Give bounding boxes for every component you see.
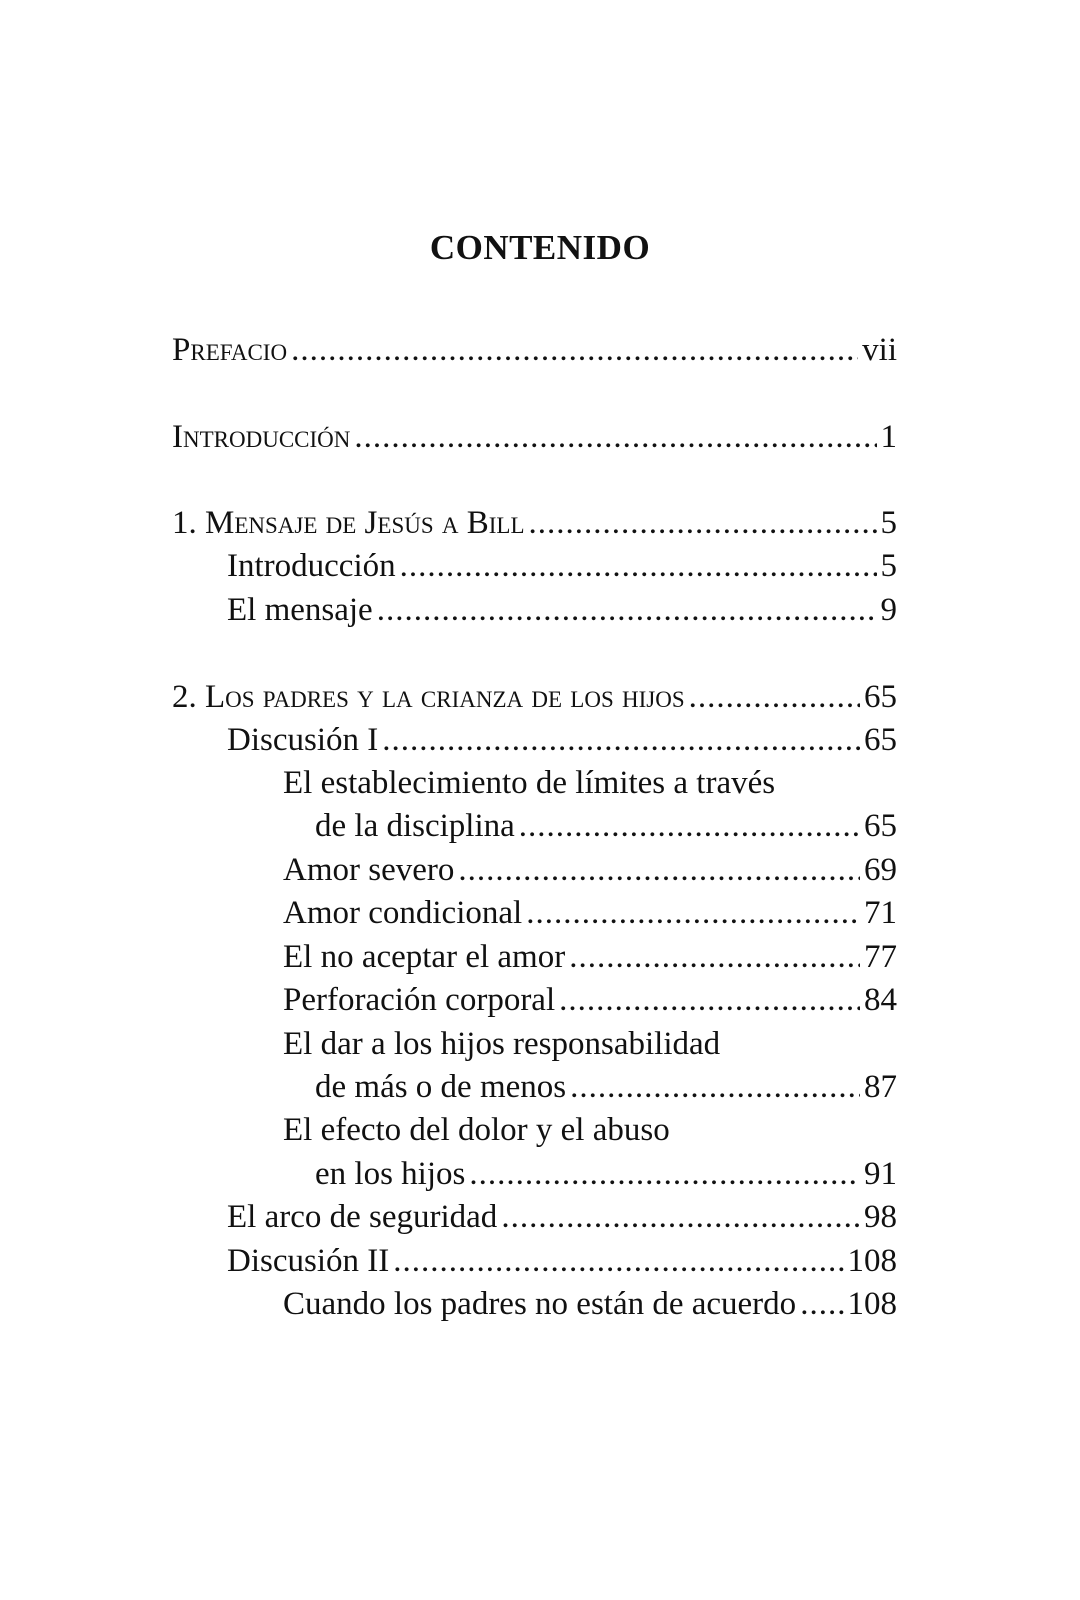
toc-entry-page: 65 — [864, 679, 897, 715]
toc-entry-efecto-line1[interactable]: El efecto del dolor y el abuso — [283, 1112, 670, 1148]
toc-entry-label: Amor severo — [283, 852, 455, 888]
dot-leader — [570, 1067, 860, 1107]
toc-entry-label: en los hijos — [315, 1156, 466, 1192]
toc-entry-responsabilidad-line1[interactable]: El dar a los hijos responsabilidad — [283, 1026, 721, 1062]
toc-entry-amor-condicional[interactable] — [283, 893, 897, 933]
toc-entry-page: 98 — [864, 1199, 897, 1235]
toc-entry-chapter-1[interactable] — [172, 503, 897, 543]
dot-leader — [519, 806, 860, 846]
toc-entry-page: 108 — [847, 1286, 897, 1322]
dot-leader — [569, 937, 860, 977]
dot-leader — [393, 1241, 843, 1281]
dot-leader — [529, 503, 877, 543]
dot-leader — [377, 590, 877, 630]
toc-entry-limites-line1[interactable]: El establecimiento de límites a través — [283, 765, 776, 801]
toc-entry-page: 108 — [847, 1243, 897, 1279]
dot-leader — [689, 677, 860, 717]
toc-entry-page: 84 — [864, 982, 897, 1018]
toc-entry-responsabilidad[interactable] — [315, 1067, 897, 1107]
toc-entry-label: Cuando los padres no están de acuerdo — [283, 1286, 797, 1322]
toc-entry-ch1-introduccion[interactable] — [227, 546, 897, 586]
toc-entry-page: 9 — [880, 592, 897, 628]
toc-entry-page: 1 — [880, 419, 897, 455]
dot-leader — [469, 1154, 860, 1194]
dot-leader — [291, 330, 858, 370]
dot-leader — [400, 546, 877, 586]
toc-entry-limites[interactable] — [315, 806, 897, 846]
toc-entry-page: 65 — [864, 722, 897, 758]
toc-entry-discusion-2[interactable] — [227, 1241, 897, 1281]
dot-leader — [501, 1197, 860, 1237]
page-title: CONTENIDO — [429, 228, 651, 267]
dot-leader — [559, 980, 860, 1020]
toc-entry-ch1-mensaje[interactable] — [227, 590, 897, 630]
toc-entry-label: El arco de seguridad — [227, 1199, 498, 1235]
toc-entry-introduccion[interactable] — [172, 417, 897, 457]
dot-leader — [458, 850, 860, 890]
toc-entry-label: Discusión II — [227, 1243, 390, 1279]
toc-entry-label: de más o de menos — [315, 1069, 567, 1105]
toc-entry-page: 71 — [864, 895, 897, 931]
toc-entry-label: El no aceptar el amor — [283, 939, 566, 975]
toc-entry-label: Introducción — [227, 548, 396, 584]
toc-entry-page: vii — [862, 332, 897, 368]
toc-entry-label: de la disciplina — [315, 808, 515, 844]
toc-entry-arco[interactable] — [227, 1197, 897, 1237]
toc-entry-page: 5 — [880, 505, 897, 541]
toc-entry-perforacion[interactable] — [283, 980, 897, 1020]
toc-entry-discusion-1[interactable] — [227, 720, 897, 760]
toc-entry-label: 2. Los padres y la crianza de los hijos — [172, 679, 685, 715]
toc-entry-efecto[interactable] — [315, 1154, 897, 1194]
toc-entry-prefacio[interactable] — [172, 330, 897, 370]
dot-leader — [382, 720, 860, 760]
toc-entry-label: Introducción — [172, 419, 351, 455]
toc-entry-label: Discusión I — [227, 722, 379, 758]
dot-leader — [800, 1284, 843, 1324]
toc-entry-chapter-2[interactable] — [172, 677, 897, 717]
toc-entry-page: 65 — [864, 808, 897, 844]
toc-entry-label: 1. Mensaje de Jesús a Bill — [172, 505, 525, 541]
toc-entry-padres-acuerdo[interactable] — [283, 1284, 897, 1324]
toc-entry-label: Perforación corporal — [283, 982, 556, 1018]
toc-entry-label: Prefacio — [172, 332, 288, 368]
toc-entry-label: El mensaje — [227, 592, 373, 628]
toc-entry-page: 5 — [880, 548, 897, 584]
toc-entry-page: 87 — [864, 1069, 897, 1105]
toc-entry-amor-severo[interactable] — [283, 850, 897, 890]
dot-leader — [526, 893, 860, 933]
toc-entry-page: 77 — [864, 939, 897, 975]
toc-entry-page: 91 — [864, 1156, 897, 1192]
toc-entry-label: Amor condicional — [283, 895, 523, 931]
toc-entry-no-aceptar[interactable] — [283, 937, 897, 977]
toc-entry-page: 69 — [864, 852, 897, 888]
dot-leader — [354, 417, 876, 457]
